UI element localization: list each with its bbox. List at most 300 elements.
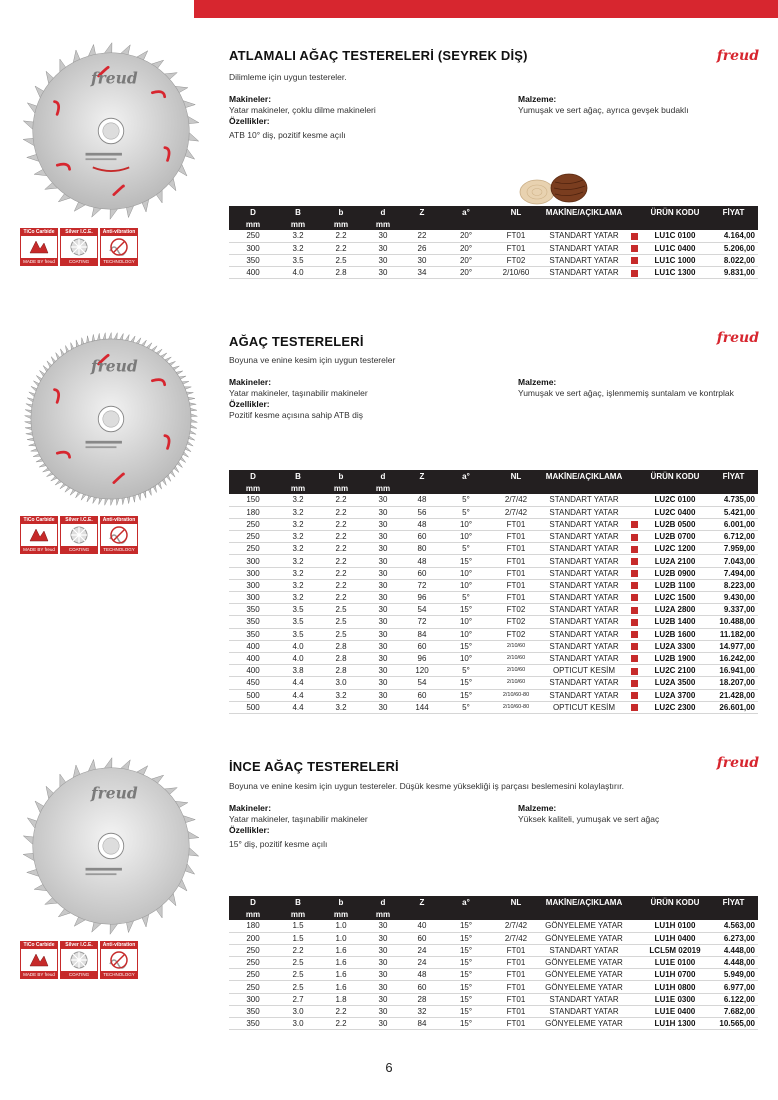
table-row (229, 543, 758, 555)
table-cell: 2.2 (319, 579, 363, 591)
saw-blade-image (20, 755, 202, 937)
table-cell: 3.2 (277, 579, 319, 591)
column-header: ÜRÜN KODU (641, 206, 709, 218)
table-cell: 24 (403, 944, 441, 956)
table-cell: 48 (403, 518, 441, 530)
table-cell: 1.5 (277, 920, 319, 932)
table-cell: LU1C 1300 (641, 267, 709, 279)
badge-title: Anti-vibration (102, 229, 136, 235)
feature-badge (100, 941, 138, 979)
table-cell: 15° (441, 677, 491, 689)
column-header: MAKİNE/AÇIKLAMA (541, 206, 627, 218)
machines-features (229, 377, 499, 421)
table-cell: 6.712,00 (709, 531, 758, 543)
table-cell: STANDART YATAR (541, 652, 627, 664)
table-cell: 2.5 (277, 981, 319, 993)
marker-cell (627, 701, 641, 713)
table-cell: STANDART YATAR (541, 628, 627, 640)
column-header-unit (441, 908, 491, 920)
material (518, 803, 748, 825)
table-cell: 250 (229, 230, 277, 242)
table-cell: 1.8 (319, 993, 363, 1005)
column-header: b (319, 896, 363, 908)
table-cell: 144 (403, 701, 441, 713)
table-cell: GÖNYELEME YATAR (541, 1018, 627, 1030)
table-cell: FT01 (491, 579, 541, 591)
table-cell: 10° (441, 567, 491, 579)
table-cell: 30 (363, 981, 403, 993)
table-cell: 2.5 (319, 628, 363, 640)
table-cell: 3.2 (277, 494, 319, 506)
table-cell: 20° (441, 254, 491, 266)
badge-subtitle: MADE BY freud (21, 971, 57, 978)
table-cell: FT01 (491, 1018, 541, 1030)
column-header-unit (441, 482, 491, 494)
anti-vibration-marker-icon (631, 668, 638, 675)
table-cell: 30 (363, 242, 403, 254)
table-row (229, 592, 758, 604)
table-cell: 84 (403, 628, 441, 640)
table-cell: 60 (403, 567, 441, 579)
column-header-unit: mm (277, 218, 319, 230)
table-cell: LU2A 3500 (641, 677, 709, 689)
wood-samples-icon (517, 170, 592, 206)
marker-cell (627, 1018, 641, 1030)
table-cell: 30 (363, 616, 403, 628)
marker-cell (627, 957, 641, 969)
table-cell: 250 (229, 944, 277, 956)
table-cell: 30 (363, 555, 403, 567)
table-cell: 26.601,00 (709, 701, 758, 713)
table-cell: FT01 (491, 242, 541, 254)
marker-cell (627, 932, 641, 944)
table-cell: 3.2 (277, 567, 319, 579)
machines-features (229, 94, 499, 141)
column-header: d (363, 470, 403, 482)
table-cell: 30 (403, 254, 441, 266)
table-row (229, 652, 758, 664)
wood-sample-image (517, 170, 592, 206)
anti-vibration-marker-icon (631, 257, 638, 264)
table-cell: LU2B 1600 (641, 628, 709, 640)
table-row (229, 701, 758, 713)
table-cell: 60 (403, 981, 441, 993)
table-cell: 300 (229, 993, 277, 1005)
table-cell: 2.5 (319, 616, 363, 628)
table-cell: 1.6 (319, 957, 363, 969)
table-cell: 34 (403, 267, 441, 279)
feature-badge (20, 941, 58, 979)
table-cell: 2.2 (277, 944, 319, 956)
table-cell: 400 (229, 267, 277, 279)
table-cell: FT02 (491, 616, 541, 628)
table-cell: 350 (229, 604, 277, 616)
material-label: Malzeme: (518, 803, 557, 813)
marker-cell (627, 254, 641, 266)
table-cell: 15° (441, 944, 491, 956)
table-row (229, 579, 758, 591)
material-value: Yumuşak ve sert ağaç, ayrıca gevşek budaklı (518, 105, 689, 115)
anti-vibration-icon (101, 236, 137, 258)
table-cell: GÖNYELEME YATAR (541, 969, 627, 981)
feature-badge (20, 228, 58, 266)
column-header: a° (441, 206, 491, 218)
column-header-unit (541, 482, 627, 494)
anti-vibration-marker-icon (631, 594, 638, 601)
table-cell: 7.959,00 (709, 543, 758, 555)
machines-label: Makineler: (229, 377, 272, 387)
table-cell: FT01 (491, 555, 541, 567)
table-cell: LU2B 1900 (641, 652, 709, 664)
table-cell: LU2C 2300 (641, 701, 709, 713)
table-cell: STANDART YATAR (541, 616, 627, 628)
table-row (229, 531, 758, 543)
feature-badge (60, 228, 98, 266)
table-cell: 500 (229, 689, 277, 701)
table-row (229, 981, 758, 993)
table-cell: 4.0 (277, 267, 319, 279)
table-cell: GÖNYELEME YATAR (541, 932, 627, 944)
table-cell: 2.2 (319, 1005, 363, 1017)
table-cell: 350 (229, 616, 277, 628)
badge-title: Anti-vibration (102, 517, 136, 523)
machines-label: Makineler: (229, 94, 272, 104)
table-cell: LU2A 2800 (641, 604, 709, 616)
marker-cell (627, 579, 641, 591)
badge-title: Silver I.C.E. (61, 517, 97, 524)
table-cell: 18.207,00 (709, 677, 758, 689)
table-cell: 10° (441, 518, 491, 530)
coating-icon (61, 949, 97, 971)
table-cell: 60 (403, 531, 441, 543)
table-cell: 30 (363, 506, 403, 518)
freud-logo: freud (716, 755, 759, 771)
spec-table (229, 896, 758, 1030)
table-cell: 30 (363, 267, 403, 279)
table-cell: 96 (403, 652, 441, 664)
column-header-unit (627, 218, 641, 230)
marker-cell (627, 944, 641, 956)
material-value: Yüksek kaliteli, yumuşak ve sert ağaç (518, 814, 660, 824)
table-cell: OPTICUT KESİM (541, 701, 627, 713)
table-cell: 5° (441, 665, 491, 677)
table-cell: 2/10/60 (491, 267, 541, 279)
table-cell: STANDART YATAR (541, 567, 627, 579)
features-label: Özellikler: (229, 399, 270, 409)
freud-logo: freud (716, 48, 759, 64)
coating-icon (61, 236, 97, 258)
table-cell: 54 (403, 677, 441, 689)
table-cell: 6.273,00 (709, 932, 758, 944)
table-cell: 72 (403, 616, 441, 628)
carbide-icon (21, 236, 57, 258)
table-cell: 2.2 (319, 531, 363, 543)
column-header (627, 206, 641, 218)
table-cell: 15° (441, 993, 491, 1005)
carbide-icon (21, 524, 57, 546)
table-cell: 48 (403, 555, 441, 567)
table-cell: LU2C 1200 (641, 543, 709, 555)
table-cell: 30 (363, 932, 403, 944)
table-cell: 3.2 (277, 518, 319, 530)
table-cell: FT01 (491, 981, 541, 993)
column-header: b (319, 470, 363, 482)
marker-cell (627, 543, 641, 555)
table-cell: 500 (229, 701, 277, 713)
feature-badges (20, 941, 138, 979)
table-cell: 15° (441, 1018, 491, 1030)
table-cell: LU2B 1100 (641, 579, 709, 591)
table-cell: 3.0 (277, 1018, 319, 1030)
column-header-unit (491, 908, 541, 920)
table-cell: LU2B 1400 (641, 616, 709, 628)
table-row (229, 993, 758, 1005)
table-cell: 2/7/42 (491, 494, 541, 506)
anti-vibration-icon (101, 524, 137, 546)
table-cell: LU1E 0300 (641, 993, 709, 1005)
column-header: a° (441, 470, 491, 482)
anti-vibration-icon (101, 949, 137, 971)
table-row (229, 254, 758, 266)
column-header: a° (441, 896, 491, 908)
saw-blade-coarse-icon (20, 40, 202, 222)
badge-subtitle: MADE BY freud (21, 546, 57, 553)
table-cell: 9.430,00 (709, 592, 758, 604)
table-row (229, 628, 758, 640)
table-cell: 3.8 (277, 665, 319, 677)
table-cell: LU1H 0700 (641, 969, 709, 981)
table-cell: LU2C 1500 (641, 592, 709, 604)
table-cell: FT01 (491, 993, 541, 1005)
table-cell: 3.2 (319, 701, 363, 713)
column-header-unit (641, 218, 709, 230)
table-cell: 10° (441, 628, 491, 640)
table-cell: 4.0 (277, 652, 319, 664)
feature-badge (20, 516, 58, 554)
table-cell: 30 (363, 592, 403, 604)
table-cell: 30 (363, 628, 403, 640)
anti-vibration-marker-icon (631, 582, 638, 589)
table-cell: 300 (229, 555, 277, 567)
table-cell: 2.5 (277, 969, 319, 981)
column-header-unit (641, 908, 709, 920)
table-cell: 54 (403, 604, 441, 616)
anti-vibration-marker-icon (631, 546, 638, 553)
table-cell: 20° (441, 230, 491, 242)
marker-cell (627, 592, 641, 604)
column-header-unit (491, 218, 541, 230)
column-header-unit: mm (363, 908, 403, 920)
anti-vibration-marker-icon (631, 631, 638, 638)
anti-vibration-marker-icon (631, 245, 638, 252)
column-header: B (277, 896, 319, 908)
table-cell: 5.421,00 (709, 506, 758, 518)
features-value: Pozitif kesme açısına sahip ATB diş (229, 410, 364, 420)
column-header-unit (627, 482, 641, 494)
marker-cell (627, 677, 641, 689)
table-cell: 15° (441, 640, 491, 652)
table-row (229, 920, 758, 932)
table-cell: 3.2 (277, 506, 319, 518)
table-cell: LU1H 1300 (641, 1018, 709, 1030)
table-cell: 15° (441, 981, 491, 993)
marker-cell (627, 1005, 641, 1017)
marker-cell (627, 640, 641, 652)
table-cell: 30 (363, 993, 403, 1005)
material-label: Malzeme: (518, 377, 557, 387)
table-cell: 1.6 (319, 981, 363, 993)
column-header: ÜRÜN KODU (641, 470, 709, 482)
table-cell: 3.2 (277, 555, 319, 567)
section-description: Boyuna ve enine kesim için uygun testereler. Düşük kesme yüksekliği iş parçası beslemesini kolaylaştırır. (229, 781, 624, 791)
marker-cell (627, 628, 641, 640)
column-header: NL (491, 206, 541, 218)
marker-cell (627, 689, 641, 701)
table-row (229, 1018, 758, 1030)
badge-title: Silver I.C.E. (61, 229, 97, 236)
table-cell: 2.2 (319, 230, 363, 242)
table-row (229, 689, 758, 701)
table-cell: 350 (229, 628, 277, 640)
table-cell: 5° (441, 494, 491, 506)
table-cell: FT01 (491, 592, 541, 604)
table-row (229, 230, 758, 242)
anti-vibration-marker-icon (631, 570, 638, 577)
marker-cell (627, 616, 641, 628)
table-cell: 4.448,00 (709, 944, 758, 956)
feature-badges (20, 228, 138, 266)
carbide-icon (21, 949, 57, 971)
table-cell: 450 (229, 677, 277, 689)
table-cell: 48 (403, 969, 441, 981)
section-agac (0, 318, 778, 718)
marker-cell (627, 494, 641, 506)
column-header-unit: mm (229, 218, 277, 230)
table-cell: 2/10/60 (491, 665, 541, 677)
table-row (229, 957, 758, 969)
column-header-unit (709, 908, 758, 920)
table-cell: 250 (229, 969, 277, 981)
section-title: AĞAÇ TESTERELERİ (229, 334, 364, 349)
table-cell: 10° (441, 616, 491, 628)
table-cell: 2.5 (319, 254, 363, 266)
column-header-unit (403, 482, 441, 494)
anti-vibration-marker-icon (631, 704, 638, 711)
table-cell: 84 (403, 1018, 441, 1030)
marker-cell (627, 969, 641, 981)
table-cell: 60 (403, 932, 441, 944)
table-cell: 3.5 (277, 628, 319, 640)
badge-subtitle: COATING (61, 971, 97, 978)
table-cell: STANDART YATAR (541, 555, 627, 567)
column-header: d (363, 896, 403, 908)
table-cell: 120 (403, 665, 441, 677)
column-header: Z (403, 470, 441, 482)
table-cell: 5° (441, 543, 491, 555)
table-cell: 16.242,00 (709, 652, 758, 664)
badge-subtitle: COATING (61, 258, 97, 265)
table-cell: 4.0 (277, 640, 319, 652)
table-cell: 30 (363, 920, 403, 932)
table-cell: 3.5 (277, 604, 319, 616)
svg-text:freud: freud (90, 783, 138, 803)
table-cell: 30 (363, 518, 403, 530)
table-cell: 9.337,00 (709, 604, 758, 616)
table-cell: 1.0 (319, 932, 363, 944)
table-cell: 2/10/60-80 (491, 689, 541, 701)
table-cell: GÖNYELEME YATAR (541, 957, 627, 969)
table-row (229, 932, 758, 944)
table-cell: 2.2 (319, 555, 363, 567)
table-cell: 4.448,00 (709, 957, 758, 969)
table-row (229, 506, 758, 518)
table-cell: 2.2 (319, 242, 363, 254)
table-row (229, 677, 758, 689)
table-cell: 300 (229, 242, 277, 254)
table-cell: 400 (229, 640, 277, 652)
table-cell: 250 (229, 543, 277, 555)
table-cell: 350 (229, 1018, 277, 1030)
column-header-unit (403, 218, 441, 230)
table-cell: 4.735,00 (709, 494, 758, 506)
table-cell: 2.2 (319, 592, 363, 604)
table-cell: LU1C 1000 (641, 254, 709, 266)
badge-title: Anti-vibration (102, 942, 136, 948)
table-cell: LU1E 0400 (641, 1005, 709, 1017)
table-cell: 10° (441, 579, 491, 591)
table-cell: STANDART YATAR (541, 604, 627, 616)
table-cell: STANDART YATAR (541, 677, 627, 689)
table-cell: LU2C 0100 (641, 494, 709, 506)
column-header-unit: mm (229, 908, 277, 920)
badge-title: TiCo Carbide (21, 942, 57, 949)
table-cell: 4.563,00 (709, 920, 758, 932)
column-header-unit (709, 218, 758, 230)
table-cell: 30 (363, 567, 403, 579)
table-cell: 2/7/42 (491, 920, 541, 932)
table-cell: 30 (363, 531, 403, 543)
table-cell: 2/7/42 (491, 506, 541, 518)
anti-vibration-marker-icon (631, 643, 638, 650)
table-cell: 1.5 (277, 932, 319, 944)
column-header: b (319, 206, 363, 218)
table-cell: 30 (363, 640, 403, 652)
anti-vibration-marker-icon (631, 521, 638, 528)
table-cell: 30 (363, 944, 403, 956)
table-cell: STANDART YATAR (541, 518, 627, 530)
column-header-unit: mm (319, 908, 363, 920)
marker-cell (627, 506, 641, 518)
anti-vibration-marker-icon (631, 619, 638, 626)
table-cell: 180 (229, 506, 277, 518)
table-cell: 80 (403, 543, 441, 555)
column-header: ÜRÜN KODU (641, 896, 709, 908)
feature-badge (100, 516, 138, 554)
feature-badge (60, 941, 98, 979)
table-cell: 5.206,00 (709, 242, 758, 254)
column-header (627, 470, 641, 482)
marker-cell (627, 242, 641, 254)
table-cell: STANDART YATAR (541, 993, 627, 1005)
svg-text:freud: freud (90, 356, 138, 376)
table-cell: STANDART YATAR (541, 640, 627, 652)
table-cell: 48 (403, 494, 441, 506)
marker-cell (627, 555, 641, 567)
table-cell: 2.8 (319, 665, 363, 677)
table-cell: 20° (441, 267, 491, 279)
table-cell: 2.2 (319, 506, 363, 518)
table-cell: STANDART YATAR (541, 531, 627, 543)
